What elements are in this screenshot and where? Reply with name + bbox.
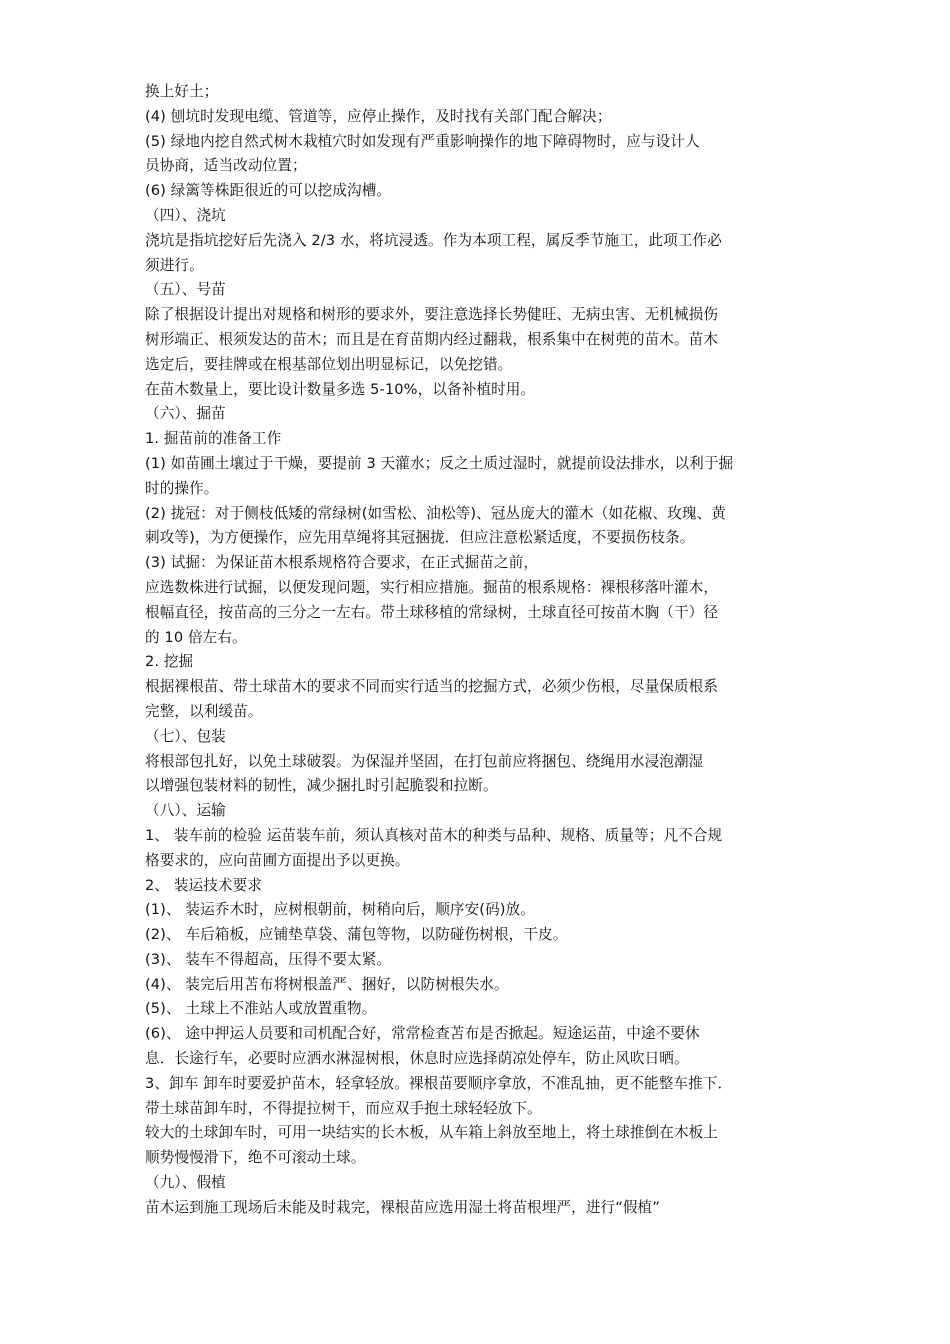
text-line: (3)、 装车不得超高，压得不要太紧。 bbox=[145, 950, 392, 968]
section-heading: （六）、掘苗 bbox=[145, 405, 226, 423]
subsection-heading: 1. 掘苗前的准备工作 bbox=[145, 430, 282, 448]
text-line: 带土球苗卸车时，不得提拉树干，而应双手抱土球轻轻放下。 bbox=[145, 1099, 542, 1117]
text-line: 1、 装车前的检验 运苗装车前，须认真核对苗木的种类与品种、规格、质量等；凡不合规 bbox=[145, 826, 723, 844]
text-line: 较大的土球卸车时，可用一块结实的长木板，从车箱上斜放至地上，将土球推倒在木板上 bbox=[145, 1124, 719, 1142]
text-line: 根据裸根苗、带土球苗木的要求不同而实行适当的挖掘方式，必须少伤根，尽量保质根系 bbox=[145, 678, 719, 696]
text-line: 除了根据设计提出对规格和树形的要求外，要注意选择长势健旺、无病虫害、无机械损伤 bbox=[145, 306, 719, 324]
subsection-heading: 2、 装运技术要求 bbox=[145, 876, 262, 894]
text-line: (1)、 装运乔木时，应树根朝前，树稍向后，顺序安(码)放。 bbox=[145, 901, 535, 919]
text-line: 员协商，适当改动位置； bbox=[145, 157, 307, 175]
text-line: (2) 拢冠：对于侧枝低矮的常绿树(如雪松、油松等)、冠丛庞大的灌木（如花椒、玫瑰、黄 bbox=[145, 504, 726, 522]
text-line: 树形端正、根须发达的苗木；而且是在育苗期内经过翻栽，根系集中在树蔸的苗木。苗木 bbox=[145, 330, 719, 348]
subsection-heading: 2. 挖掘 bbox=[145, 653, 194, 671]
text-line: 根幅直径，按苗高的三分之一左右。带土球移植的常绿树，土球直径可按苗木胸（干）径 bbox=[145, 603, 719, 621]
text-line: (5)、 土球上不准站人或放置重物。 bbox=[145, 1000, 377, 1018]
text-line: 在苗木数量上，要比设计数量多选 5-10%，以备补植时用。 bbox=[145, 380, 536, 398]
section-heading: （八）、运输 bbox=[145, 802, 226, 820]
section-heading: （五）、号苗 bbox=[145, 281, 226, 299]
text-line: 应选数株进行试掘，以便发现问题，实行相应措施。掘苗的根系规格：裸根移落叶灌木， bbox=[145, 578, 719, 596]
text-line: 将根部包扎好，以免土球破裂。为保湿并坚固，在打包前应将捆包、绕绳用水浸泡潮湿 bbox=[145, 752, 704, 770]
text-line: 顺势慢慢滑下，绝不可滚动土球。 bbox=[145, 1149, 366, 1167]
text-line: 以增强包装材料的韧性，减少捆扎时引起脆裂和拉断。 bbox=[145, 777, 498, 795]
text-line: 的 10 倍左右。 bbox=[145, 628, 247, 646]
text-line: (3) 试掘：为保证苗木根系规格符合要求，在正式掘苗之前， bbox=[145, 554, 539, 572]
section-heading: （九）、假植 bbox=[145, 1174, 226, 1192]
text-line: (6)、 途中押运人员要和司机配合好，常常检查苫布是否掀起。短途运苗，中途不要休 bbox=[145, 1025, 700, 1043]
text-line: 苗木运到施工现场后未能及时栽完，裸根苗应选用湿土将苗根埋严，进行“假植” bbox=[145, 1198, 660, 1216]
text-line: (6) 绿篱等株距很近的可以挖成沟槽。 bbox=[145, 182, 392, 200]
text-line: (4) 刨坑时发现电缆、管道等，应停止操作，及时找有关部门配合解决； bbox=[145, 107, 612, 125]
text-line: (2)、 车后箱板，应铺垫草袋、蒲包等物，以防碰伤树根，干皮。 bbox=[145, 926, 568, 944]
text-line: 格要求的，应向苗圃方面提出予以更换。 bbox=[145, 851, 410, 869]
text-line: 3、卸车 卸车时要爱护苗木，轻拿轻放。裸根苗要顺序拿放，不准乱抽，更不能整车推下． bbox=[145, 1074, 733, 1092]
text-line: 息．长途行车，必要时应洒水淋湿树根，休息时应选择荫凉处停车，防止风吹日晒。 bbox=[145, 1050, 689, 1068]
document-body bbox=[145, 80, 815, 1221]
text-line: 选定后，要挂牌或在根基部位划出明显标记，以免挖错。 bbox=[145, 355, 513, 373]
text-line: (4)、 装完后用苫布将树根盖严、捆好，以防树根失水。 bbox=[145, 975, 509, 993]
text-line: (1) 如苗圃土壤过于干燥，要提前 3 天灌水；反之土质过湿时，就提前设法排水，以利于掘 bbox=[145, 454, 734, 472]
text-line: 完整，以利缓苗。 bbox=[145, 702, 263, 720]
section-heading: （七）、包装 bbox=[145, 727, 226, 745]
section-heading: （四）、浇坑 bbox=[145, 206, 226, 224]
text-line: 换上好土； bbox=[145, 83, 219, 100]
text-line: (5) 绿地内挖自然式树木栽植穴时如发现有严重影响操作的地下障碍物时，应与设计人 bbox=[145, 132, 700, 150]
text-line: 浇坑是指坑挖好后先浇入 2/3 水，将坑浸透。作为本项工程，属反季节施工，此项工作必 bbox=[145, 231, 722, 249]
text-line: 时的操作。 bbox=[145, 479, 219, 497]
text-line: 刺攻等)，为方便操作，应先用草绳将其冠捆拢．但应注意松紧适度，不要损伤枝条。 bbox=[145, 529, 695, 547]
text-line: 须进行。 bbox=[145, 256, 204, 274]
